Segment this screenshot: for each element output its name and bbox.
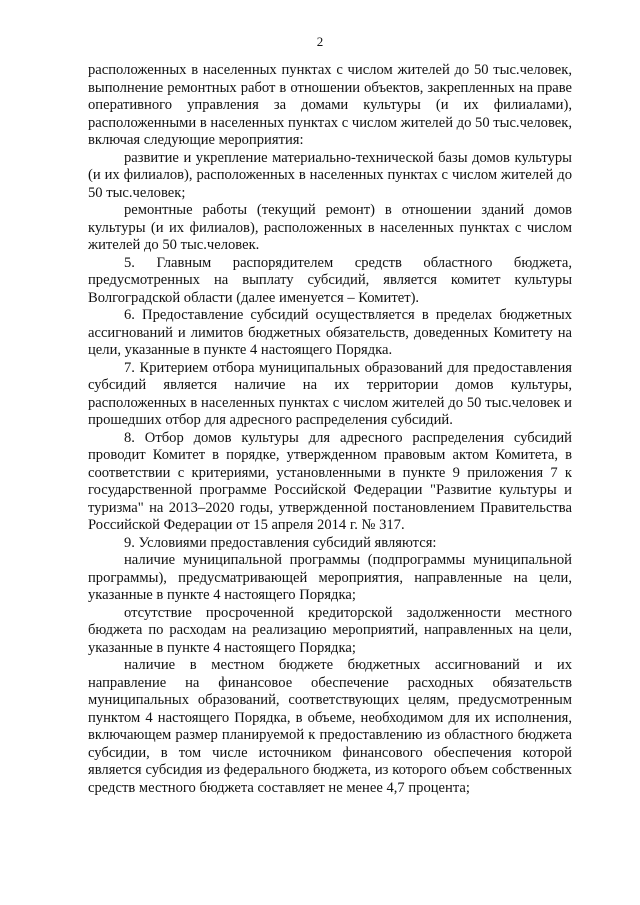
paragraph-4: 5. Главным распорядителем средств областного бюджета, предусмотренных на выплату субсидий, является комитет культуры Волгоградской области (далее именуется – Комитет). (88, 254, 572, 306)
paragraph-5: 6. Предоставление субсидий осуществляется в пределах бюджетных ассигнований и лимитов бюджетных обязательств, доведенных Комитету на цели, указанные в пункте 4 настоящего Порядка. (88, 307, 572, 358)
page-number: 2 (316, 34, 324, 49)
document-body (88, 62, 572, 797)
paragraph-1: расположенных в населенных пунктах с числом жителей до 50 тыс.человек, выполнение ремонтных работ в отношении объектов, закрепленных на праве оперативного управления за домами культуры (и их филиалами), расположенными в населенных пунктах с числом жителей до 50 тыс.человек, включая следующие мероприятия: (88, 62, 572, 148)
paragraph-3: ремонтные работы (текущий ремонт) в отношении зданий домов культуры (и их филиалов), расположенных в населенных пунктах с числом жителей до 50 тыс.человек. (88, 202, 572, 253)
paragraph-10: отсутствие просроченной кредиторской задолженности местного бюджета по расходам на реализацию мероприятий, направленных на цели, указанные в пункте 4 настоящего Порядка; (88, 604, 572, 656)
paragraph-7: 8. Отбор домов культуры для адресного распределения субсидий проводит Комитет в порядке, утвержденном правовым актом Комитета, в соответствии с критериями, установленными в пункте 9 приложения 7 к государственной программе Российской Федерации "Развитие культуры и туризма" на 2013–2020 годы, утвержденной постановлением Правительства Российской Федерации от 15 апреля 2014 г. № 317. (88, 429, 572, 533)
paragraph-11: наличие в местном бюджете бюджетных ассигнований и их направление на финансовое обеспечение расходных обязательств муниципальных образований, соответствующих целям, предусмотренным пунктом 4 настоящего Порядка, в объеме, необходимом для их исполнения, включающем размер планируемой к предоставлению из областного бюджета субсидии, в том числе источником финансового обеспечения которой является субсидия из федерального бюджета, из которого объем собственных средств местного бюджета составляет не менее 4,7 процента; (88, 657, 572, 796)
paragraph-6: 7. Критерием отбора муниципальных образований для предоставления субсидий является наличие на их территории домов культуры, расположенных в населенных пунктах с числом жителей до 50 тыс.человек и прошедших отбор для адресного распределения субсидий. (88, 359, 572, 428)
paragraph-8: 9. Условиями предоставления субсидий являются: (124, 534, 437, 551)
paragraph-9: наличие муниципальной программы (подпрограммы муниципальной программы), предусматривающей мероприятия, направленные на цели, указанные в пункте 4 настоящего Порядка; (88, 552, 572, 603)
paragraph-2: развитие и укрепление материально-технической базы домов культуры (и их филиалов), расположенных в населенных пунктах с числом жителей до 50 тыс.человек; (88, 149, 572, 201)
